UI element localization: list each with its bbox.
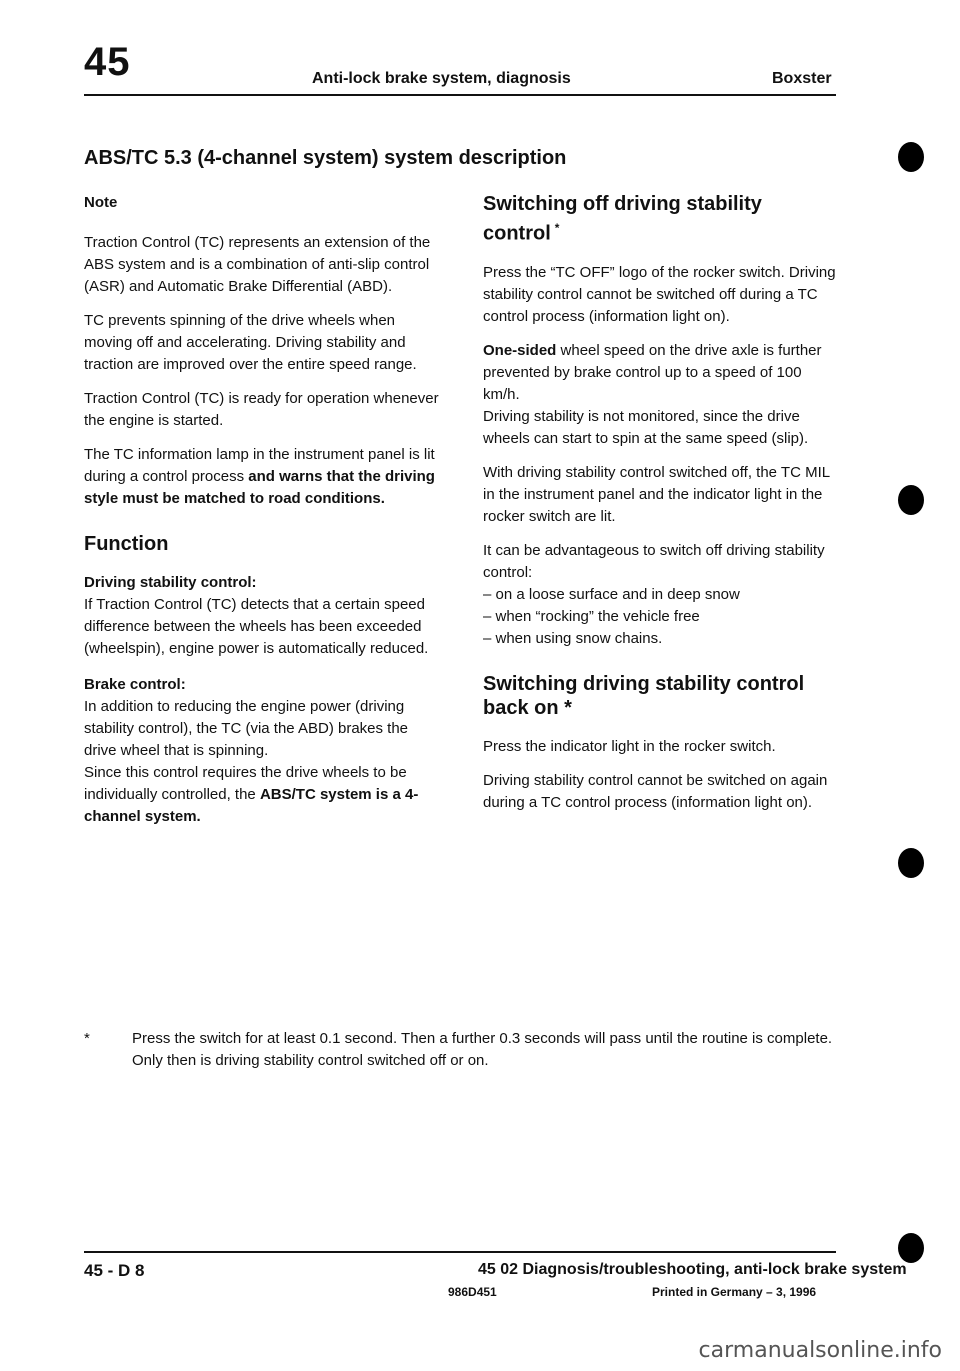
binder-hole-3 (898, 848, 924, 878)
note-paragraph-4-bold: and warns that the driving style must be matched to road conditions. (84, 468, 435, 507)
footnote (84, 1028, 844, 1072)
switch-off-paragraph-2-text: wheel speed on the drive axle is further prevented by brake control up to a speed of 100 km/h. (483, 341, 822, 403)
switch-on-heading-line-2: back on * (483, 696, 572, 719)
note-label: Note (84, 194, 118, 211)
driving-stability-text: If Traction Control (TC) detects that a certain speed difference between the wheels has been exceeded (wheelspin), engine power is automatically reduced. (84, 596, 429, 657)
driving-stability-label: Driving stability control: (84, 574, 257, 591)
switch-off-paragraph-4 (483, 540, 839, 650)
note-paragraph-2: TC prevents spinning of the drive wheels when moving off and accelerating. Driving stability and traction are improved over the entire speed range. (84, 312, 417, 373)
switch-off-heading (483, 192, 839, 246)
bullet-item: – when “rocking” the vehicle free (483, 607, 700, 625)
switch-on-paragraph-2: Driving stability control cannot be switched on again during a TC control process (information light on). (483, 771, 828, 811)
switch-off-paragraph-4-text: It can be advantageous to switch off driving stability control: (483, 541, 825, 581)
bullet-item: – when using snow chains. (483, 629, 663, 647)
chapter-number: 45 (84, 40, 131, 84)
brake-control-text-2-bold: ABS/TC system is a 4-channel system. (84, 786, 419, 825)
note-paragraph-1: Traction Control (TC) represents an extension of the ABS system and is a combination of anti-slip control (ASR) and Automatic Brake Differential (ABD). (84, 234, 431, 295)
note-paragraph-4-text: The TC information lamp in the instrument panel is lit during a control process (84, 446, 435, 485)
binder-hole-1 (898, 142, 924, 172)
binder-hole-2 (898, 485, 924, 515)
switch-off-paragraph-1: Press the “TC OFF” logo of the rocker switch. Driving stability control cannot be switched off during a TC control process (information light on). (483, 263, 836, 325)
brake-control-text-2: Since this control requires the drive wheels to be individually controlled, the (84, 764, 407, 803)
switch-off-paragraph-2b: Driving stability is not monitored, since the drive wheels can start to spin at the same speed (slip). (483, 407, 809, 447)
header-title: Anti-lock brake system, diagnosis (312, 70, 571, 87)
header-rule (84, 94, 836, 96)
brake-control-label: Brake control: (84, 676, 186, 693)
switch-off-heading-star: * (554, 221, 560, 235)
bullet-item: – on a loose surface and in deep snow (483, 585, 740, 603)
right-column (483, 192, 839, 826)
footer-printed: Printed in Germany – 3, 1996 (652, 1285, 817, 1299)
footnote-mark: * (84, 1030, 90, 1047)
switch-on-heading (483, 672, 839, 720)
page-title: ABS/TC 5.3 (4-channel system) system description (84, 147, 567, 169)
brake-control-text-1: In addition to reducing the engine power (driving stability control), the TC (via the ABD) brakes the drive wheel that is spinning. (84, 698, 409, 759)
footer-rule (84, 1251, 836, 1253)
left-column (84, 192, 440, 840)
switch-on-heading-line-1: Switching driving stability control (483, 672, 805, 695)
watermark: carmanualsonline.info (698, 1338, 942, 1363)
page-number: 45 - D 8 (84, 1261, 145, 1280)
function-heading: Function (84, 533, 169, 555)
switch-off-paragraph-2 (483, 340, 839, 450)
switch-off-heading-text: Switching off driving stability control (483, 193, 762, 245)
footer-section-title: 45 02 Diagnosis/troubleshooting, anti-lock brake system (478, 1261, 907, 1278)
footnote-text: Press the switch for at least 0.1 second. Then a further 0.3 seconds will pass until the routine is complete. Only then is driving stability control switched off or on. (132, 1030, 833, 1069)
binder-hole-4 (898, 1233, 924, 1263)
footer-code: 986D451 (448, 1285, 497, 1299)
one-sided-bold: One-sided (483, 341, 557, 359)
driving-stability-block (84, 572, 440, 660)
switch-on-paragraph-1: Press the indicator light in the rocker switch. (483, 737, 776, 755)
note-paragraph-3: Traction Control (TC) is ready for operation whenever the engine is started. (84, 390, 439, 429)
header-model: Boxster (772, 70, 832, 87)
brake-control-block (84, 674, 440, 828)
note-paragraph-4 (84, 444, 440, 510)
switch-off-paragraph-3: With driving stability control switched off, the TC MIL in the instrument panel and the indicator light in the rocker switch are lit. (483, 463, 830, 525)
